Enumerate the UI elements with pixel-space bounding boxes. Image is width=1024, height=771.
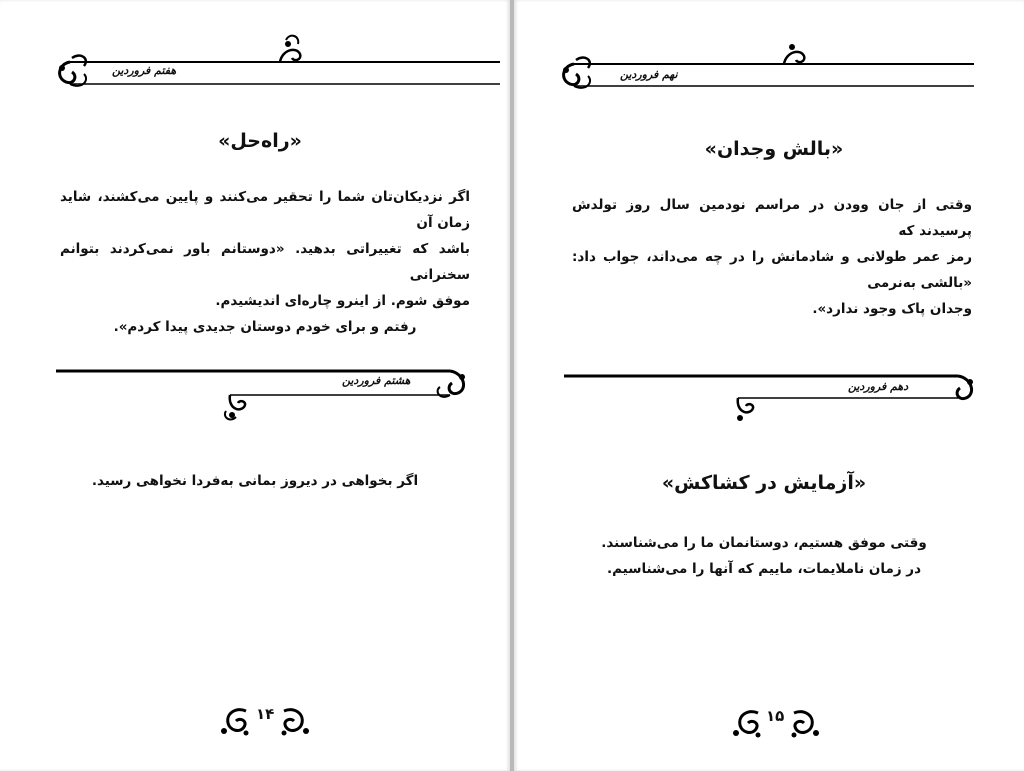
footer-ornament-left-icon <box>730 705 764 739</box>
entry-body <box>594 530 934 582</box>
entry-line: وقتی موفق هستیم، دوستانمان ما را می‌شناسند. <box>601 535 927 551</box>
header-ornament-icon <box>50 355 480 425</box>
entry-line: رفتم و برای خودم دوستان جدیدی پیدا کردم». <box>113 319 417 335</box>
entry-line: اگر بخواهی در دیروز بمانی به‌فردا نخواهی رسید. <box>91 473 419 489</box>
entry-line: در زمان ناملایمات، ماییم که آنها را می‌شناسیم. <box>606 561 922 577</box>
header-ornament-icon <box>554 40 984 100</box>
entry-title: «راه‌حل» <box>218 130 302 152</box>
entry-line: وقتی از جان وودن در مراسم نودمین سال روز تولدش پرسیدند که <box>572 197 972 239</box>
entry-body <box>60 184 470 340</box>
entry-body <box>572 192 972 322</box>
entry-title: «بالش وجدان» <box>704 138 844 160</box>
footer-ornament-right-icon <box>788 705 822 739</box>
entry-date: هفتم فروردین <box>112 64 177 77</box>
footer-ornament-right-icon <box>278 703 312 737</box>
entry-date: نهم فروردین <box>620 68 678 81</box>
entry-line: رمز عمر طولانی و شادمانش را در چه می‌داند، جواب داد: «بالشی به‌نرمی <box>572 249 972 291</box>
entry-line: باشد که تغییراتی بدهید. «دوستانم باور نمی‌کردند بتوانم سخنرانی <box>60 241 470 283</box>
footer-ornament-left-icon <box>218 703 252 737</box>
left-page <box>0 0 510 771</box>
page-number: ۱۵ <box>766 707 785 725</box>
entry-body <box>90 468 420 494</box>
header-ornament-icon <box>558 362 988 424</box>
entry-date: هشتم فروردین <box>342 374 411 387</box>
right-page <box>514 0 1024 771</box>
entry-line: اگر نزدیکان‌تان شما را تحقیر می‌کنند و پایین می‌کشند، شاید زمان آن <box>60 189 470 231</box>
entry-line: موفق شوم. از اینرو چاره‌ای اندیشیدم. <box>215 293 470 309</box>
entry-line: وجدان پاک وجود ندارد». <box>812 301 972 317</box>
entry-title: «آزمایش در کشاکش» <box>661 472 867 494</box>
entry-date: دهم فروردین <box>848 380 909 393</box>
page-number: ۱۴ <box>256 705 275 723</box>
